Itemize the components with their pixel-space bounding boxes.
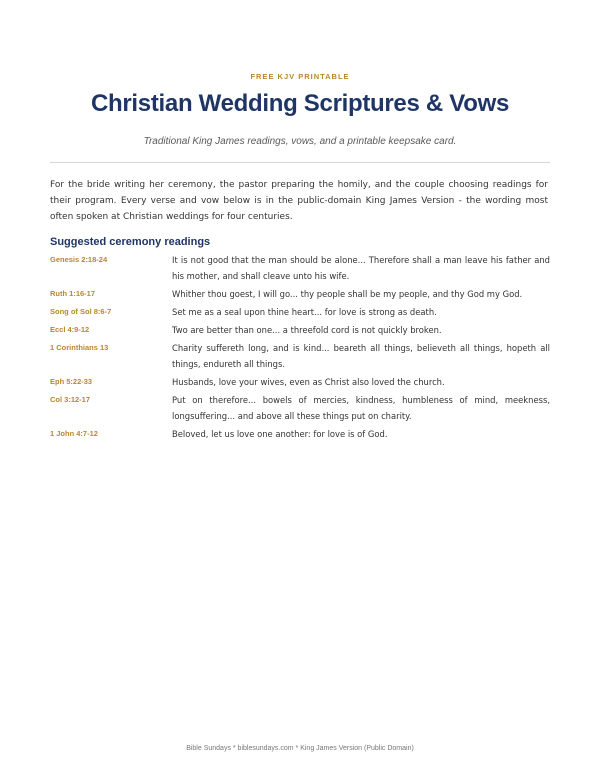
reading-row: [50, 286, 550, 302]
reading-text: Put on therefore... bowels of mercies, kindness, humbleness of mind, meekness, longsuffering... and above all these things put on charity.: [172, 395, 550, 421]
reading-row: [50, 304, 550, 320]
page-subtitle: Traditional King James readings, vows, and a printable keepsake card.: [143, 136, 457, 147]
reading-row: [50, 392, 550, 424]
reading-reference: Eccl 4:9-12: [50, 325, 90, 334]
reading-reference: 1 John 4:7-12: [50, 429, 98, 438]
reading-row: [50, 252, 550, 284]
reading-row: [50, 374, 550, 390]
intro-paragraph: For the bride writing her ceremony, the pastor preparing the homily, and the couple choosing readings for their program. Every verse and vow below is in the public-domain King James Version - the wording most often spoken at Christian weddings for four centuries.: [50, 180, 548, 222]
header-divider: [50, 162, 550, 163]
reading-text: Two are better than one... a threefold cord is not quickly broken.: [172, 325, 442, 335]
reading-row: [50, 426, 550, 442]
eyebrow-label: FREE KJV PRINTABLE: [250, 72, 350, 81]
reading-text: It is not good that the man should be alone... Therefore shall a man leave his father and his mother, and shall cleave unto his wife.: [172, 255, 550, 281]
reading-text: Beloved, let us love one another: for love is of God.: [172, 429, 388, 439]
readings-heading: Suggested ceremony readings: [50, 236, 211, 248]
reading-reference: 1 Corinthians 13: [50, 343, 109, 352]
page-footer: Bible Sundays * biblesundays.com * King James Version (Public Domain): [186, 745, 414, 752]
reading-text: Set me as a seal upon thine heart... for love is strong as death.: [172, 307, 437, 317]
reading-text: Whither thou goest, I will go... thy people shall be my people, and thy God my God.: [172, 289, 523, 299]
reading-reference: Genesis 2:18-24: [50, 255, 108, 264]
reading-text: Charity suffereth long, and is kind... beareth all things, believeth all things, hopeth all things, endureth all things.: [172, 343, 550, 369]
reading-reference: Ruth 1:16-17: [50, 289, 96, 298]
reading-reference: Col 3:12-17: [50, 395, 91, 404]
reading-reference: Eph 5:22-33: [50, 377, 93, 386]
reading-reference: Song of Sol 8:6-7: [50, 307, 112, 316]
reading-row: [50, 322, 550, 338]
reading-row: [50, 340, 550, 372]
page-title: Christian Wedding Scriptures & Vows: [90, 90, 509, 117]
readings-list: [50, 252, 550, 444]
reading-text: Husbands, love your wives, even as Christ also loved the church.: [172, 377, 445, 387]
